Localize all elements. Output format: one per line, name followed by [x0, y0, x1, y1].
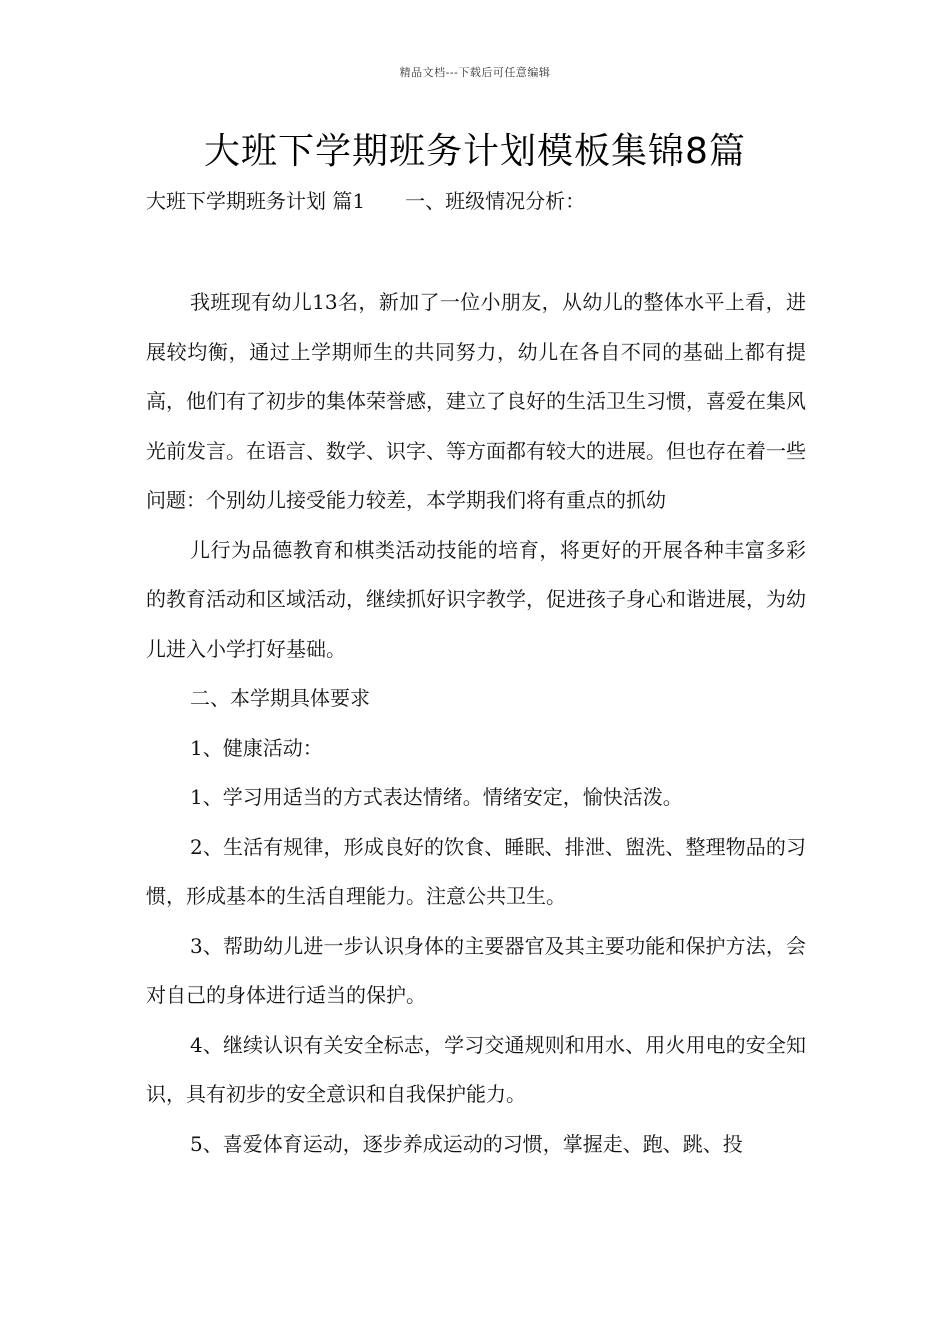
- heading-health-activities: 1、健康活动：: [190, 735, 323, 760]
- list-item: 4、继续认识有关安全标志，学习交通规则和用水、用火用电的安全知识，具有初步的安全意识和自我保护能力。: [146, 1032, 806, 1106]
- list-item: 5、喜爱体育运动，逐步养成运动的习惯，掌握走、跑、跳、投: [190, 1131, 743, 1156]
- list-item: 2、生活有规律，形成良好的饮食、睡眠、排泄、盥洗、整理物品的习惯，形成基本的生活自理能力。注意公共卫生。: [146, 834, 806, 908]
- heading-requirements: 二、本学期具体要求: [190, 686, 370, 710]
- document-title: 大班下学期班务计划模板集锦8篇: [204, 131, 746, 172]
- section-heading: 一、班级情况分析：: [405, 189, 586, 213]
- document-body: [146, 278, 806, 1169]
- paragraph-class-analysis: 我班现有幼儿13名，新加了一位小朋友，从幼儿的整体水平上看，进展较均衡，通过上学期师生的共同努力，幼儿在各自不同的基础上都有提高，他们有了初步的集体荣誉感，建立了良好的生活卫生习惯，喜爱在集风光前发言。在语言、数学、识字、等方面都有较大的进展。但也存在着一些问题：个别幼儿接受能力较差，本学期我们将有重点的抓幼: [146, 290, 806, 512]
- plan-label: 大班下学期班务计划 篇1: [146, 189, 366, 213]
- paragraph-class-analysis-continued: 儿行为品德教育和棋类活动技能的培育，将更好的开展各种丰富多彩的教育活动和区域活动，继续抓好识字教学，促进孩子身心和谐进展，为幼儿进入小学打好基础。: [146, 537, 806, 661]
- list-item: 1、学习用适当的方式表达情绪。情绪安定，愉快活泼。: [190, 785, 683, 809]
- list-item: 3、帮助幼儿进一步认识身体的主要器官及其主要功能和保护方法，会对自己的身体进行适当的保护。: [146, 933, 806, 1007]
- section-subtitle: [146, 186, 826, 216]
- header-note: 精品文档---下载后可任意编辑: [399, 66, 551, 79]
